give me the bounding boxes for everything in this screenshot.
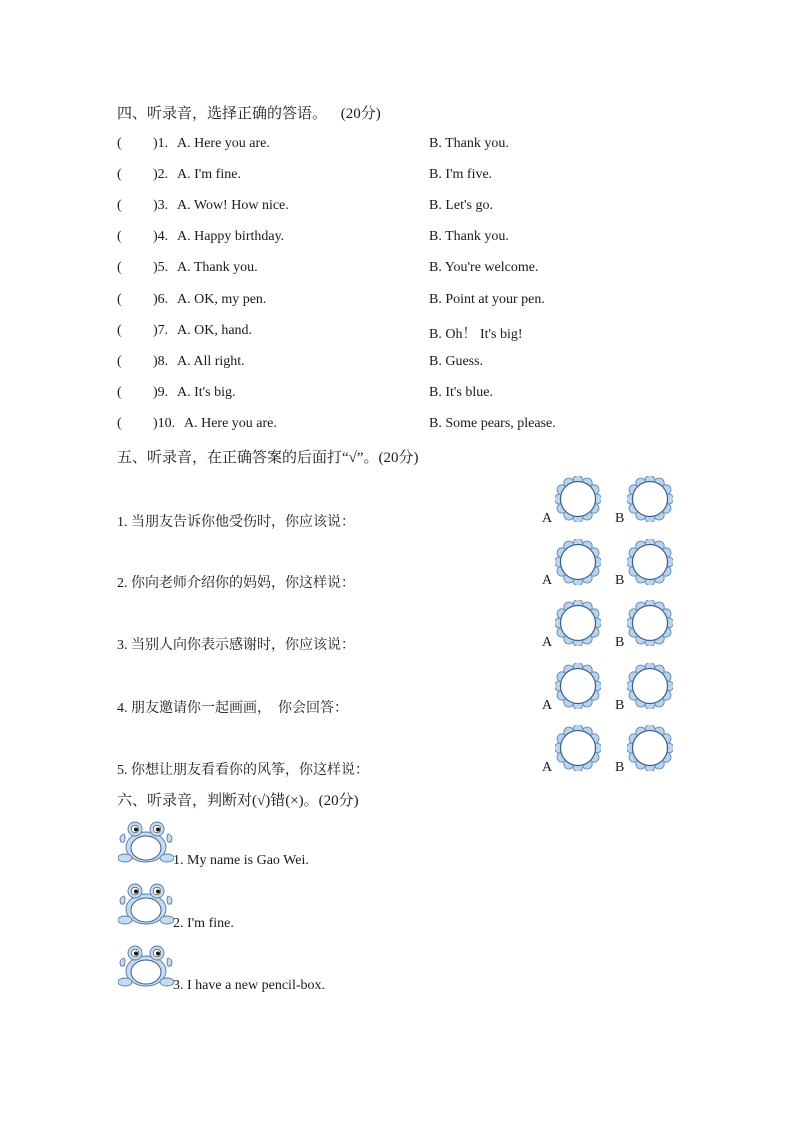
flower-frame-icon[interactable]	[555, 600, 601, 646]
flower-frame-icon[interactable]	[555, 539, 601, 585]
statement-item-1: 1. My name is Gao Wei.	[173, 853, 309, 868]
situation-item-4: 4. 朋友邀请你一起画画， 你会回答：	[117, 701, 348, 716]
question-row-9: ( )9. A. It's big. B. It's blue.	[117, 385, 493, 400]
section4-score: (20分)	[340, 106, 381, 122]
choice-letter-a: A	[542, 573, 553, 588]
option-a: A. Wow! How nice.	[177, 198, 289, 213]
choice-letter-a: A	[542, 760, 553, 775]
option-b: B. I'm five.	[429, 167, 493, 182]
option-a: A. Thank you.	[177, 260, 258, 275]
flower-frame-icon[interactable]	[627, 600, 673, 646]
choice-letter-b: B	[615, 698, 625, 713]
flower-frame-icon[interactable]	[627, 663, 673, 709]
choice-letter-a: A	[542, 698, 553, 713]
option-a: A. It's big.	[177, 385, 236, 400]
option-b: B. Oh！ It's big!	[429, 327, 523, 342]
flower-frame-icon[interactable]	[555, 476, 601, 522]
option-b: B. Thank you.	[429, 136, 509, 151]
question-row-7: ( )7. A. OK, hand. B. Oh！ It's big!	[117, 323, 523, 342]
option-b: B. Let's go.	[429, 198, 493, 213]
question-row-2: ( )2. A. I'm fine. B. I'm five.	[117, 167, 493, 182]
question-row-3: ( )3. A. Wow! How nice. B. Let's go.	[117, 198, 493, 213]
question-row-10: ( )10. A. Here you are. B. Some pears, please.	[117, 416, 556, 431]
situation-item-5: 5. 你想让朋友看看你的风筝，你这样说：	[117, 763, 369, 778]
option-b: B. You're welcome.	[429, 260, 539, 275]
option-b: B. It's blue.	[429, 385, 493, 400]
flower-frame-icon[interactable]	[555, 663, 601, 709]
situation-item-3: 3. 当别人向你表示感谢时，你应该说：	[117, 638, 355, 653]
option-a: A. Happy birthday.	[177, 229, 285, 244]
option-a: A. Here you are.	[184, 416, 277, 431]
statement-item-3: 3. I have a new pencil-box.	[173, 978, 325, 993]
section5-title: 五、听录音，在正确答案的后面打“√”。(20分)	[117, 450, 419, 466]
frog-frame-icon[interactable]	[118, 944, 174, 990]
choice-letter-b: B	[615, 511, 625, 526]
question-row-1: ( )1. A. Here you are. B. Thank you.	[117, 136, 509, 151]
choice-letter-a: A	[542, 635, 553, 650]
option-a: A. I'm fine.	[177, 167, 241, 182]
option-a: A. Here you are.	[177, 136, 270, 151]
frog-frame-icon[interactable]	[118, 882, 174, 928]
question-row-4: ( )4. A. Happy birthday. B. Thank you.	[117, 229, 509, 244]
section4-title: 四、听录音，选择正确的答语。	[117, 106, 328, 122]
option-b: B. Guess.	[429, 354, 484, 369]
section6-title: 六、听录音，判断对(√)错(×)。(20分)	[117, 793, 359, 809]
option-b: B. Some pears, please.	[429, 416, 556, 431]
choice-letter-b: B	[615, 573, 625, 588]
option-a: A. OK, hand.	[177, 323, 253, 338]
flower-frame-icon[interactable]	[627, 476, 673, 522]
section4-heading	[117, 102, 381, 123]
flower-frame-icon[interactable]	[627, 725, 673, 771]
choice-letter-b: B	[615, 760, 625, 775]
question-row-8: ( )8. A. All right. B. Guess.	[117, 354, 484, 369]
situation-item-2: 2. 你向老师介绍你的妈妈，你这样说：	[117, 576, 355, 591]
situation-item-1: 1. 当朋友告诉你他受伤时，你应该说：	[117, 515, 355, 530]
option-a: A. OK, my pen.	[177, 292, 267, 307]
question-row-6: ( )6. A. OK, my pen. B. Point at your pen.	[117, 292, 545, 307]
choice-letter-b: B	[615, 635, 625, 650]
question-row-5: ( )5. A. Thank you. B. You're welcome.	[117, 260, 539, 275]
flower-frame-icon[interactable]	[555, 725, 601, 771]
flower-frame-icon[interactable]	[627, 539, 673, 585]
statement-item-2: 2. I'm fine.	[173, 916, 234, 931]
choice-letter-a: A	[542, 511, 553, 526]
frog-frame-icon[interactable]	[118, 820, 174, 866]
option-b: B. Thank you.	[429, 229, 509, 244]
option-b: B. Point at your pen.	[429, 292, 545, 307]
option-a: A. All right.	[177, 354, 245, 369]
